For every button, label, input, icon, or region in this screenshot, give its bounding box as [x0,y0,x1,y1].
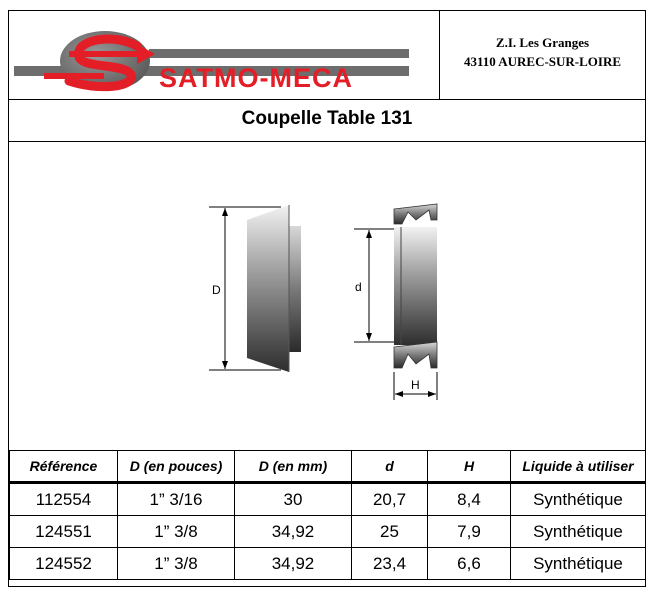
table-cell: 1” 3/8 [118,516,235,548]
table-cell: 23,4 [352,548,428,580]
company-address [440,33,645,71]
dimension-label-D: D [212,283,221,297]
table-cell: 30 [235,483,352,516]
table-header-row [10,451,646,483]
column-header: d [352,451,428,483]
section-view [354,204,437,400]
title-bar [9,99,645,142]
table-cell: 8,4 [428,483,511,516]
column-header: Liquide à utiliser [511,451,646,483]
table-cell: 1” 3/16 [118,483,235,516]
column-header: Référence [10,451,118,483]
table-cell: 25 [352,516,428,548]
table-cell: 124551 [10,516,118,548]
table-row [10,548,646,580]
column-header: D (en mm) [235,451,352,483]
table-cell: 20,7 [352,483,428,516]
column-header: H [428,451,511,483]
table-cell: 34,92 [235,516,352,548]
table-cell: 34,92 [235,548,352,580]
dimension-label-d: d [355,280,362,294]
front-view [209,205,301,372]
datasheet [8,10,646,587]
table-cell: Synthétique [511,548,646,580]
table-row [10,483,646,516]
column-header: D (en pouces) [118,451,235,483]
table-cell: 6,6 [428,548,511,580]
address-line-2: 43110 AUREC-SUR-LOIRE [463,54,622,69]
page-title: Coupelle Table 131 [241,108,413,129]
table-cell: 124552 [10,548,118,580]
address-line-1: Z.I. Les Granges [495,35,590,50]
company-name: SATMO-MECA [159,63,353,93]
header [9,11,645,100]
technical-drawing [9,142,645,450]
table-cell: Synthétique [511,516,646,548]
table-cell: 7,9 [428,516,511,548]
company-logo [9,11,439,99]
spec-table [9,450,646,580]
dimension-label-H: H [411,378,420,392]
table-cell: 112554 [10,483,118,516]
table-cell: 1” 3/8 [118,548,235,580]
table-row [10,516,646,548]
table-cell: Synthétique [511,483,646,516]
